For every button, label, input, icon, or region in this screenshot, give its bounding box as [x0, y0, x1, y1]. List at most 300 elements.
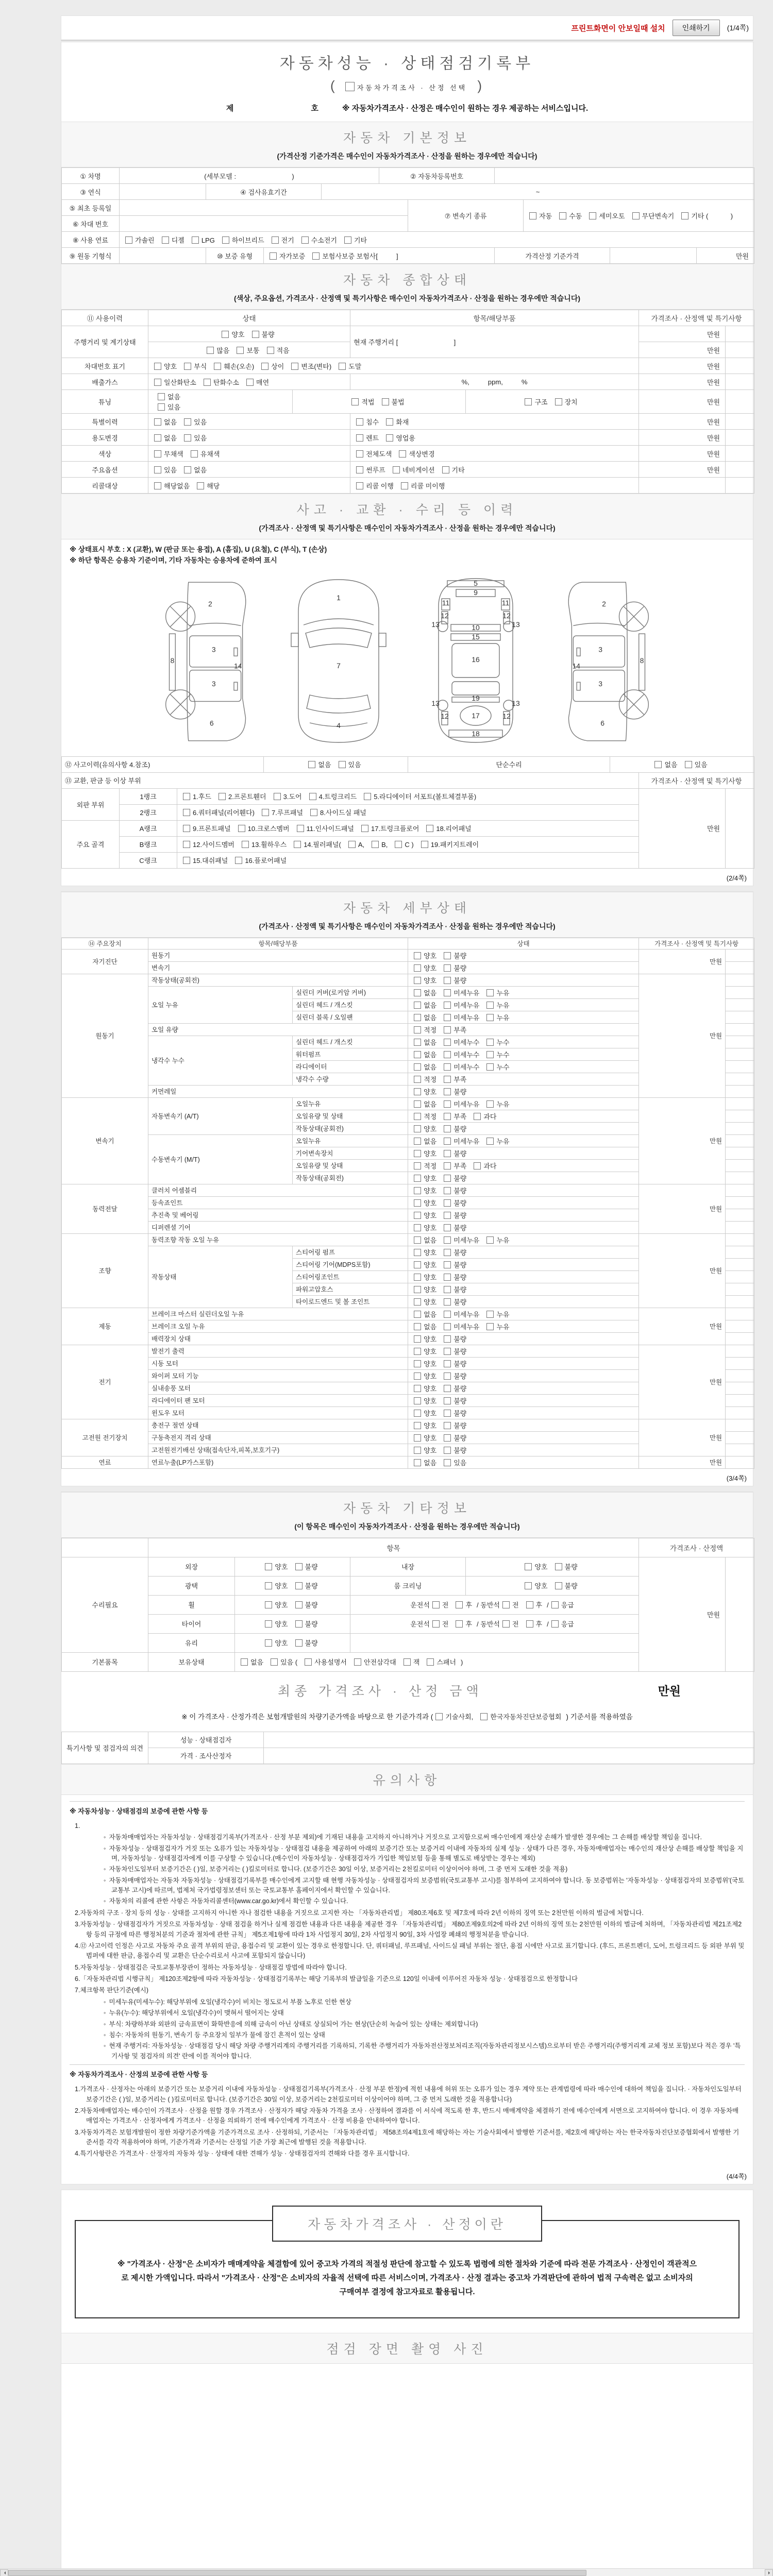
checkbox-option[interactable] [183, 791, 211, 801]
checkbox[interactable] [414, 1051, 421, 1058]
checkbox-option[interactable] [158, 392, 284, 401]
checkbox[interactable] [444, 1051, 451, 1058]
checkbox-option[interactable] [414, 1099, 436, 1109]
checkbox-option[interactable] [295, 1562, 318, 1571]
checkbox[interactable] [444, 964, 451, 972]
checkbox-option[interactable] [354, 1657, 396, 1667]
checkbox[interactable] [414, 1138, 421, 1145]
price-survey-option[interactable] [345, 78, 467, 94]
checkbox[interactable] [214, 363, 221, 370]
checkbox-option[interactable] [265, 1562, 288, 1571]
checkbox-option[interactable] [474, 1161, 496, 1171]
checkbox[interactable] [154, 466, 161, 473]
checkbox-option[interactable] [432, 1600, 449, 1609]
checkbox-option[interactable] [372, 841, 388, 849]
checkbox-option[interactable] [197, 481, 220, 490]
checkbox-option[interactable] [444, 975, 466, 985]
checkbox[interactable] [559, 212, 566, 219]
checkbox[interactable] [444, 1014, 451, 1021]
checkbox[interactable] [442, 466, 449, 473]
checkbox-option[interactable] [421, 839, 479, 849]
checkbox[interactable] [265, 1601, 272, 1608]
checkbox-option[interactable] [356, 433, 379, 443]
checkbox[interactable] [183, 857, 190, 864]
checkbox[interactable] [295, 1563, 303, 1570]
checkbox[interactable] [267, 347, 274, 354]
checkbox-option[interactable] [265, 1619, 288, 1629]
checkbox-option[interactable] [395, 841, 413, 849]
checkbox[interactable] [154, 379, 161, 386]
checkbox-option[interactable] [456, 1619, 472, 1629]
checkbox[interactable] [242, 841, 249, 848]
checkbox-option[interactable] [444, 1037, 479, 1047]
checkbox-option[interactable] [183, 823, 231, 833]
checkbox-option[interactable] [526, 1619, 543, 1629]
checkbox-option[interactable] [551, 1619, 574, 1629]
checkbox-option[interactable] [444, 1334, 466, 1344]
checkbox[interactable] [382, 398, 389, 405]
checkbox[interactable] [414, 1076, 421, 1083]
checkbox[interactable] [444, 1088, 451, 1095]
checkbox-option[interactable] [444, 1371, 466, 1381]
checkbox-option[interactable] [364, 791, 476, 801]
checkbox[interactable] [222, 236, 229, 244]
checkbox[interactable] [444, 1286, 451, 1293]
checkbox[interactable] [414, 1286, 421, 1293]
checkbox-option[interactable] [154, 377, 196, 387]
checkbox[interactable] [184, 418, 191, 426]
checkbox-option[interactable] [414, 951, 436, 960]
checkbox[interactable] [414, 1249, 421, 1256]
checkbox-option[interactable] [219, 791, 266, 801]
checkbox-option[interactable] [393, 465, 435, 474]
checkbox-option[interactable] [414, 1062, 436, 1072]
checkbox[interactable] [414, 1311, 421, 1318]
checkbox-option[interactable] [444, 1433, 466, 1443]
checkbox[interactable] [184, 434, 191, 442]
checkbox[interactable] [444, 1063, 451, 1071]
checkbox-option[interactable] [265, 1581, 288, 1590]
checkbox-option[interactable] [444, 1173, 466, 1183]
checkbox-option[interactable] [432, 1619, 449, 1629]
checkbox[interactable] [632, 212, 640, 219]
checkbox-option[interactable] [154, 449, 183, 459]
checkbox-option[interactable] [444, 1025, 466, 1035]
checkbox-option[interactable] [154, 433, 177, 443]
checkbox-option[interactable] [442, 465, 465, 474]
checkbox[interactable] [414, 1199, 421, 1207]
checkbox-option[interactable] [444, 1074, 466, 1084]
checkbox-option[interactable] [262, 807, 303, 817]
checkbox[interactable] [414, 1002, 421, 1009]
checkbox[interactable] [444, 1150, 451, 1157]
checkbox[interactable] [414, 1026, 421, 1033]
checkbox[interactable] [414, 1434, 421, 1442]
checkbox[interactable] [183, 825, 190, 832]
checkbox[interactable] [444, 1385, 451, 1392]
checkbox-option[interactable] [486, 1235, 509, 1245]
checkbox-option[interactable] [632, 211, 675, 221]
checkbox[interactable] [414, 1162, 421, 1170]
checkbox[interactable] [356, 434, 363, 442]
checkbox-option[interactable] [414, 1396, 436, 1405]
checkbox[interactable] [444, 1236, 451, 1244]
checkbox[interactable] [312, 252, 320, 260]
checkbox[interactable] [270, 252, 277, 260]
checkbox[interactable] [162, 236, 169, 244]
checkbox[interactable] [555, 1563, 562, 1570]
checkbox[interactable] [295, 1582, 303, 1589]
checkbox-option[interactable] [474, 1111, 496, 1121]
checkbox-option[interactable] [414, 1087, 436, 1096]
checkbox-option[interactable] [356, 417, 379, 427]
checkbox-option[interactable] [237, 345, 259, 355]
checkbox[interactable] [414, 1447, 421, 1454]
print-button[interactable]: 인쇄하기 [673, 20, 720, 36]
checkbox[interactable] [414, 1335, 421, 1343]
checkbox-option[interactable] [399, 449, 434, 459]
checkbox[interactable] [154, 363, 161, 370]
checkbox-option[interactable] [444, 1185, 466, 1195]
checkbox[interactable] [414, 1459, 421, 1466]
checkbox[interactable] [291, 363, 298, 370]
checkbox[interactable] [272, 236, 279, 244]
checkbox-option[interactable] [589, 211, 625, 221]
checkbox-option[interactable] [339, 759, 361, 769]
checkbox[interactable] [361, 825, 368, 832]
checkbox-option[interactable] [486, 1000, 509, 1010]
checkbox[interactable] [364, 793, 371, 800]
checkbox[interactable] [444, 1410, 451, 1417]
scroll-left-button[interactable] [0, 2569, 8, 2576]
checkbox-option[interactable] [241, 1657, 263, 1667]
checkbox[interactable] [502, 1620, 510, 1628]
checkbox[interactable] [444, 1335, 451, 1343]
checkbox-option[interactable] [525, 1581, 547, 1590]
checkbox[interactable] [486, 1323, 494, 1330]
checkbox[interactable] [486, 1051, 494, 1058]
checkbox[interactable] [308, 761, 315, 768]
checkbox[interactable] [183, 841, 190, 848]
checkbox-option[interactable] [222, 329, 244, 339]
checkbox-option[interactable] [555, 397, 578, 406]
checkbox-option[interactable] [427, 1657, 456, 1667]
checkbox-option[interactable] [356, 481, 394, 490]
checkbox-option[interactable] [295, 1638, 318, 1648]
checkbox[interactable] [295, 1601, 303, 1608]
checkbox-option[interactable] [414, 1346, 436, 1356]
checkbox-option[interactable] [555, 1581, 578, 1590]
checkbox[interactable] [654, 761, 662, 768]
checkbox[interactable] [444, 989, 451, 996]
checkbox-option[interactable] [444, 1087, 466, 1096]
checkbox[interactable] [414, 1224, 421, 1231]
checkbox[interactable] [261, 363, 268, 370]
checkbox-option[interactable] [444, 1383, 466, 1393]
checkbox-option[interactable] [486, 1049, 509, 1059]
checkbox[interactable] [183, 793, 190, 800]
checkbox[interactable] [297, 825, 304, 832]
checkbox-option[interactable] [294, 839, 341, 849]
checkbox[interactable] [444, 1298, 451, 1306]
checkbox[interactable] [262, 809, 269, 816]
checkbox[interactable] [414, 1261, 421, 1268]
checkbox[interactable] [235, 857, 242, 864]
checkbox[interactable] [345, 82, 355, 91]
checkbox-option[interactable] [444, 988, 479, 997]
checkbox-option[interactable] [414, 1124, 436, 1133]
checkbox[interactable] [427, 1658, 434, 1666]
checkbox-option[interactable] [654, 759, 677, 769]
checkbox-option[interactable] [154, 481, 190, 490]
checkbox-option[interactable] [401, 481, 445, 490]
checkbox[interactable] [486, 989, 494, 996]
checkbox-option[interactable] [444, 1284, 466, 1294]
checkbox[interactable] [414, 1212, 421, 1219]
checkbox-option[interactable] [162, 235, 184, 245]
checkbox[interactable] [444, 1323, 451, 1330]
checkbox-option[interactable] [295, 1581, 318, 1590]
checkbox-option[interactable] [444, 1408, 466, 1418]
checkbox[interactable] [356, 466, 363, 473]
checkbox-option[interactable] [184, 361, 207, 371]
checkbox-option[interactable] [486, 1062, 509, 1072]
checkbox[interactable] [444, 1039, 451, 1046]
checkbox[interactable] [154, 434, 161, 442]
checkbox-option[interactable] [414, 1012, 436, 1022]
checkbox[interactable] [421, 841, 428, 848]
checkbox-option[interactable] [184, 465, 207, 474]
checkbox-option[interactable] [414, 1161, 436, 1171]
checkbox-option[interactable] [444, 1260, 466, 1269]
checkbox[interactable] [246, 379, 254, 386]
checkbox-option[interactable] [414, 1458, 436, 1467]
checkbox[interactable] [294, 841, 301, 848]
checkbox[interactable] [444, 1434, 451, 1442]
checkbox-option[interactable] [125, 235, 155, 245]
checkbox[interactable] [414, 1100, 421, 1108]
checkbox[interactable] [444, 1002, 451, 1009]
checkbox-option[interactable] [238, 823, 290, 833]
checkbox[interactable] [526, 1601, 533, 1608]
checkbox-option[interactable] [261, 361, 284, 371]
checkbox-option[interactable] [444, 1049, 479, 1059]
checkbox-option[interactable] [158, 402, 284, 412]
checkbox[interactable] [265, 1563, 272, 1570]
checkbox[interactable] [204, 379, 211, 386]
checkbox-option[interactable] [444, 1111, 466, 1121]
checkbox-option[interactable] [414, 1383, 436, 1393]
checkbox[interactable] [192, 236, 199, 244]
checkbox-option[interactable] [308, 759, 331, 769]
checkbox-option[interactable] [414, 1074, 436, 1084]
checkbox-option[interactable] [444, 1247, 466, 1257]
checkbox-option[interactable] [184, 433, 207, 443]
checkbox-option[interactable] [414, 1111, 436, 1121]
checkbox[interactable] [444, 1459, 451, 1466]
checkbox[interactable] [184, 466, 191, 473]
checkbox[interactable] [125, 236, 132, 244]
checkbox-option[interactable] [272, 235, 294, 245]
checkbox[interactable] [555, 1582, 562, 1589]
checkbox[interactable] [456, 1620, 463, 1628]
checkbox[interactable] [444, 1187, 451, 1194]
checkbox[interactable] [480, 1713, 488, 1720]
checkbox-option[interactable] [414, 1260, 436, 1269]
checkbox-option[interactable] [414, 1445, 436, 1455]
checkbox[interactable] [444, 1212, 451, 1219]
checkbox[interactable] [207, 347, 214, 354]
checkbox[interactable] [295, 1620, 303, 1628]
checkbox-option[interactable] [414, 1321, 436, 1331]
checkbox-option[interactable] [685, 759, 708, 769]
checkbox-option[interactable] [414, 1025, 436, 1035]
checkbox[interactable] [444, 1360, 451, 1367]
checkbox-option[interactable] [356, 465, 385, 474]
checkbox-option[interactable] [444, 1272, 466, 1282]
checkbox-option[interactable] [414, 1420, 436, 1430]
checkbox-option[interactable] [414, 1433, 436, 1443]
checkbox[interactable] [414, 1372, 421, 1380]
checkbox[interactable] [525, 1582, 532, 1589]
checkbox[interactable] [271, 1658, 278, 1666]
checkbox[interactable] [295, 1639, 303, 1647]
checkbox-option[interactable] [191, 449, 220, 459]
checkbox-option[interactable] [414, 1247, 436, 1257]
checkbox[interactable] [444, 1224, 451, 1231]
checkbox-option[interactable] [404, 1657, 420, 1667]
checkbox-option[interactable] [382, 397, 405, 406]
checkbox[interactable] [339, 363, 346, 370]
checkbox-option[interactable] [551, 1600, 574, 1609]
checkbox-option[interactable] [242, 839, 287, 849]
checkbox-option[interactable] [351, 397, 374, 406]
checkbox[interactable] [444, 1348, 451, 1355]
checkbox-option[interactable] [414, 1408, 436, 1418]
checkbox[interactable] [551, 1601, 559, 1608]
checkbox[interactable] [414, 1410, 421, 1417]
checkbox-option[interactable] [456, 1600, 472, 1609]
checkbox-option[interactable] [386, 433, 415, 443]
checkbox-option[interactable] [274, 791, 302, 801]
checkbox-option[interactable] [486, 1012, 509, 1022]
checkbox-option[interactable] [444, 1321, 479, 1331]
checkbox[interactable] [386, 418, 393, 426]
checkbox-option[interactable] [502, 1600, 519, 1609]
checkbox-option[interactable] [444, 1062, 479, 1072]
checkbox-option[interactable] [414, 1000, 436, 1010]
checkbox-option[interactable] [312, 251, 398, 261]
checkbox[interactable] [486, 1138, 494, 1145]
checkbox[interactable] [414, 1125, 421, 1132]
checkbox[interactable] [444, 1162, 451, 1170]
checkbox[interactable] [444, 1138, 451, 1145]
checkbox-option[interactable] [486, 1321, 509, 1331]
checkbox-option[interactable] [414, 1223, 436, 1232]
checkbox-option[interactable] [414, 1284, 436, 1294]
checkbox[interactable] [252, 331, 259, 338]
checkbox-option[interactable] [235, 855, 287, 865]
checkbox[interactable] [237, 347, 244, 354]
checkbox[interactable] [426, 825, 433, 832]
checkbox[interactable] [414, 1014, 421, 1021]
checkbox-option[interactable] [271, 1657, 297, 1667]
basis-option-1[interactable] [435, 1711, 473, 1723]
checkbox-option[interactable] [301, 235, 337, 245]
checkbox-option[interactable] [305, 1657, 347, 1667]
checkbox-option[interactable] [414, 963, 436, 973]
checkbox-option[interactable] [444, 963, 466, 973]
checkbox-option[interactable] [222, 235, 264, 245]
checkbox[interactable] [444, 1422, 451, 1429]
checkbox[interactable] [474, 1113, 481, 1120]
checkbox-option[interactable] [486, 1099, 509, 1109]
checkbox-option[interactable] [444, 1223, 466, 1232]
checkbox-option[interactable] [414, 1297, 436, 1307]
checkbox-option[interactable] [444, 1309, 479, 1319]
checkbox[interactable] [183, 809, 190, 816]
checkbox[interactable] [222, 331, 229, 338]
checkbox-option[interactable] [265, 1638, 288, 1648]
checkbox[interactable] [474, 1162, 481, 1170]
checkbox[interactable] [274, 793, 281, 800]
checkbox-option[interactable] [444, 1000, 479, 1010]
checkbox-option[interactable] [291, 361, 331, 371]
checkbox[interactable] [486, 1039, 494, 1046]
checkbox-option[interactable] [414, 975, 436, 985]
checkbox[interactable] [529, 212, 536, 219]
checkbox[interactable] [444, 1447, 451, 1454]
checkbox-option[interactable] [559, 211, 582, 221]
checkbox-option[interactable] [414, 988, 436, 997]
checkbox-option[interactable] [214, 361, 254, 371]
checkbox-option[interactable] [444, 1136, 479, 1146]
checkbox[interactable] [486, 1100, 494, 1108]
checkbox[interactable] [414, 977, 421, 984]
checkbox[interactable] [414, 1385, 421, 1392]
checkbox[interactable] [525, 1563, 532, 1570]
checkbox[interactable] [344, 236, 351, 244]
checkbox-option[interactable] [361, 823, 419, 833]
checkbox[interactable] [444, 952, 451, 959]
basis-option-2[interactable] [480, 1711, 561, 1723]
checkbox-option[interactable] [270, 251, 305, 261]
checkbox-option[interactable] [154, 361, 177, 371]
checkbox-option[interactable] [309, 791, 357, 801]
checkbox[interactable] [444, 1076, 451, 1083]
checkbox-option[interactable] [339, 361, 361, 371]
checkbox[interactable] [486, 1311, 494, 1318]
checkbox-option[interactable] [252, 329, 275, 339]
checkbox[interactable] [309, 793, 316, 800]
checkbox[interactable] [356, 418, 363, 426]
checkbox-option[interactable] [681, 211, 733, 221]
checkbox-option[interactable] [386, 417, 409, 427]
checkbox[interactable] [414, 1088, 421, 1095]
checkbox[interactable] [414, 1348, 421, 1355]
checkbox[interactable] [486, 1063, 494, 1071]
scroll-right-button[interactable] [765, 2569, 773, 2576]
checkbox-option[interactable] [444, 1161, 466, 1171]
checkbox-option[interactable] [444, 1099, 479, 1109]
checkbox[interactable] [414, 1150, 421, 1157]
checkbox-option[interactable] [183, 839, 234, 849]
checkbox[interactable] [486, 1014, 494, 1021]
checkbox[interactable] [372, 841, 379, 848]
checkbox[interactable] [414, 1175, 421, 1182]
checkbox[interactable] [158, 393, 165, 400]
checkbox-option[interactable] [295, 1619, 318, 1629]
